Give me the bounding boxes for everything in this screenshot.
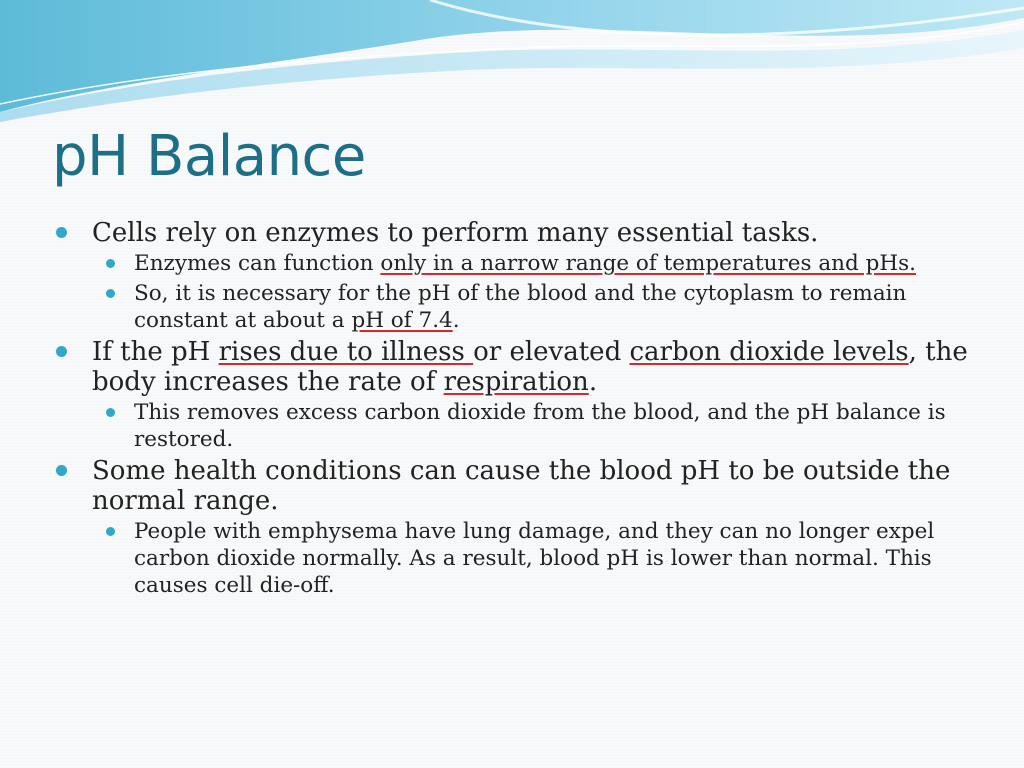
- bullet-text: Some health conditions can cause the blood pH to be outside the normal range.: [92, 456, 951, 516]
- bullet-text: Cells rely on enzymes to perform many essential tasks.: [92, 218, 819, 248]
- header-wave-decoration: [0, 0, 1024, 130]
- bullet-dot-icon: [106, 408, 115, 417]
- slide-title: pH Balance: [52, 124, 366, 189]
- underlined-text: respiration: [443, 367, 589, 397]
- sub-bullet-text: .: [452, 308, 460, 333]
- sub-bullet-text: So, it is necessary for the pH of the blood and the cytoplasm to remain constant at about a: [134, 281, 907, 333]
- bullet-dot-icon: [56, 465, 67, 476]
- bullet-dot-icon: [106, 259, 115, 268]
- bullet-item: [56, 337, 976, 397]
- sub-bullet-item: [56, 250, 976, 277]
- bullet-list: [56, 218, 976, 599]
- bullet-text: If the pH: [92, 337, 219, 367]
- bullet-text: , the body increases the rate of: [92, 337, 968, 397]
- bullet-text: or elevated: [473, 337, 630, 367]
- underlined-text: only in a narrow range of temperatures and pHs.: [380, 251, 916, 276]
- bullet-dot-icon: [106, 527, 115, 536]
- underlined-text: rises due to illness: [218, 337, 474, 367]
- bullet-dot-icon: [56, 227, 67, 238]
- sub-bullet-text: This removes excess carbon dioxide from the blood, and the pH balance is restored.: [134, 400, 946, 452]
- bullet-dot-icon: [106, 289, 115, 298]
- bullet-dot-icon: [56, 346, 67, 357]
- slide-content: [56, 218, 976, 602]
- bullet-item: [56, 218, 976, 248]
- bullet-item: [56, 456, 976, 516]
- underlined-text: carbon dioxide levels: [629, 337, 909, 367]
- underlined-text: pH of 7.4: [351, 308, 453, 333]
- sub-bullet-item: [56, 399, 976, 453]
- sub-bullet-item: [56, 280, 976, 334]
- sub-bullet-text: People with emphysema have lung damage, and they can no longer expel carbon dioxide normally. As a result, blood pH is lower than normal. This causes cell die-off.: [134, 519, 935, 598]
- sub-bullet-text: Enzymes can function: [134, 251, 381, 276]
- sub-bullet-item: [56, 518, 976, 599]
- bullet-text: .: [588, 367, 598, 397]
